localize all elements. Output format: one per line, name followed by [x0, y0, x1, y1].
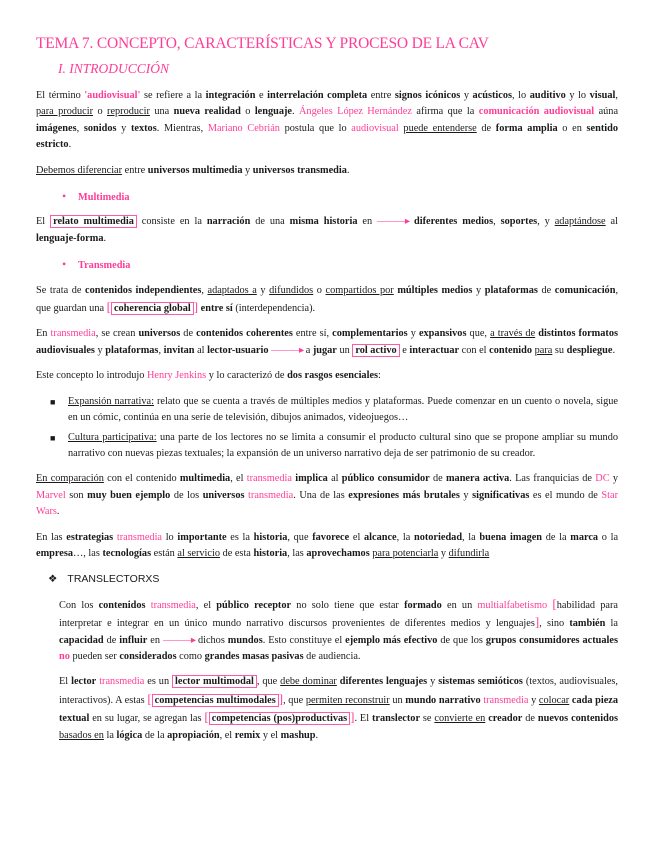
- text: empresa: [36, 547, 73, 559]
- text: postula que lo: [279, 122, 352, 134]
- text: . Una de las: [293, 489, 349, 501]
- text: e: [255, 90, 268, 101]
- text: Ángeles López Hernández: [299, 106, 412, 118]
- bracket: [: [552, 595, 557, 611]
- text: al: [605, 216, 618, 228]
- text: , el: [195, 599, 217, 611]
- boxed-text: lector multimodal: [172, 675, 257, 688]
- text: imágenes: [36, 122, 77, 134]
- text: comunicación: [554, 284, 616, 296]
- diamond-bullet-icon: ❖: [48, 573, 58, 586]
- text: .: [56, 506, 60, 518]
- text: plataformas: [484, 284, 538, 296]
- text: jugar: [312, 344, 337, 356]
- text: …, las: [72, 547, 103, 559]
- text: de una: [250, 216, 290, 228]
- text: signos icónicos: [394, 90, 461, 101]
- bracket: ]: [278, 690, 284, 706]
- text: permiten reconstruir: [305, 694, 390, 706]
- text: muy buen ejemplo: [87, 489, 171, 501]
- text: de: [522, 713, 538, 725]
- text: no solo tiene que estar: [291, 599, 405, 611]
- text: transmedia: [50, 328, 96, 340]
- text: Se trata de: [36, 284, 86, 296]
- text: , la: [396, 531, 414, 543]
- text: universos: [138, 328, 181, 340]
- text: diferentes medios: [414, 216, 494, 228]
- text: entre sí,: [292, 328, 333, 340]
- text: soportes: [500, 216, 538, 228]
- text: son: [65, 489, 88, 501]
- text: El término: [36, 90, 85, 101]
- bracket: [: [106, 299, 111, 315]
- text: al: [194, 344, 208, 356]
- subheading-translectorxs: [48, 571, 618, 587]
- text: expresiones más brutales: [348, 489, 460, 501]
- text: de: [180, 328, 197, 340]
- text: basados en: [59, 729, 104, 741]
- text: forma amplia: [495, 122, 558, 134]
- text: o en: [557, 122, 587, 134]
- text: influir: [119, 634, 148, 646]
- text: , se crean: [95, 328, 139, 340]
- text: En: [36, 328, 51, 340]
- text: la: [605, 618, 618, 630]
- text: pueden ser: [69, 650, 120, 662]
- text: en: [357, 216, 378, 228]
- text: es un: [144, 676, 173, 688]
- text: o: [313, 284, 326, 296]
- text: , sino: [539, 618, 570, 630]
- text: de audiencia.: [303, 650, 361, 662]
- text: transmedia: [99, 676, 145, 688]
- text: diferentes lenguajes: [339, 676, 428, 688]
- text: no: [59, 650, 70, 662]
- text: y: [609, 473, 618, 485]
- text: 'audiovisual': [84, 90, 141, 101]
- boxed-text: rol activo: [352, 344, 399, 357]
- text: misma historia: [289, 216, 358, 228]
- text: transmedia: [116, 531, 163, 543]
- text: considerados: [119, 650, 177, 662]
- boxed-text: coherencia global: [111, 302, 194, 315]
- paragraph-3: [36, 214, 618, 247]
- paragraph-7: [36, 471, 618, 520]
- text: nueva realidad: [173, 106, 241, 118]
- text: y: [242, 164, 253, 176]
- text: historia: [253, 547, 288, 559]
- paragraph-4: [36, 283, 618, 318]
- text: con el contenido: [103, 473, 180, 485]
- text: en su lugar, se agregan las: [89, 713, 205, 725]
- text: , lo: [512, 90, 530, 101]
- text: y: [459, 489, 473, 501]
- text: (interdependencia).: [232, 303, 316, 315]
- text: para producir: [36, 106, 94, 118]
- text: ejemplo más efectivo: [345, 634, 438, 646]
- text: de: [537, 284, 555, 296]
- text: Debemos diferenciar: [36, 164, 123, 176]
- bullet-transmedia: [62, 256, 618, 274]
- text: y: [407, 328, 419, 340]
- text: .: [612, 344, 616, 356]
- text: .: [315, 729, 319, 741]
- text: invitan: [163, 344, 195, 356]
- text: o: [93, 106, 108, 118]
- subheading-label: TRANSLECTORXS: [67, 573, 160, 586]
- text: , y: [537, 216, 555, 228]
- text: historia: [253, 531, 288, 543]
- text: importante: [177, 531, 227, 543]
- text: se: [420, 713, 435, 725]
- paragraph-6: [36, 368, 618, 384]
- text: . Las franquicias de: [509, 473, 596, 485]
- text: consiste en la: [136, 216, 207, 228]
- text: entre: [367, 90, 395, 101]
- boxed-text: relato multimedia: [50, 215, 137, 228]
- text: transmedia: [150, 599, 196, 611]
- arrow-icon: ———▸: [377, 216, 410, 228]
- text: , que: [283, 694, 306, 706]
- text: El: [59, 676, 72, 688]
- text: entre: [122, 164, 148, 176]
- arrow-icon: ———▸: [162, 634, 195, 646]
- text: e: [399, 344, 410, 356]
- text: , que guardan una: [36, 284, 619, 315]
- text: a: [303, 344, 313, 356]
- text: de los: [170, 489, 203, 501]
- text: en: [147, 634, 163, 646]
- text: aprovechamos: [306, 547, 370, 559]
- text: una parte de los lectores no se limita a consumir el producto cultural sino que se propone ampliar su mundo narrativo con nuevas piezas textuales; la expansión de un universo narrativo deja de ser patrimonio de su creador.: [68, 431, 618, 459]
- text: , la: [462, 531, 480, 543]
- text: sentido estricto: [36, 122, 618, 151]
- text: para: [534, 344, 553, 356]
- square-bullet-icon: ■: [50, 396, 56, 407]
- bullet-label: Multimedia: [78, 192, 130, 204]
- text: manera activa: [445, 473, 510, 485]
- bracket: ]: [534, 614, 540, 630]
- text: lógica: [116, 729, 143, 741]
- text: están: [151, 547, 178, 559]
- text: difundidos: [269, 284, 314, 296]
- text: mashup: [280, 729, 316, 741]
- text: entre sí: [200, 303, 233, 315]
- arrow-icon: ———▸: [271, 344, 304, 356]
- text: notoriedad: [413, 531, 463, 543]
- text: debe dominar: [280, 676, 337, 688]
- text: cada pieza textual: [59, 694, 619, 725]
- text: interrelación completa: [267, 90, 368, 101]
- text: implica: [295, 473, 328, 485]
- text: tecnologías: [102, 547, 152, 559]
- text: y: [427, 676, 439, 688]
- paragraph-9: [59, 596, 618, 666]
- text: textos: [130, 122, 157, 134]
- text: y: [94, 344, 106, 356]
- text: público receptor: [216, 599, 292, 611]
- bullet-dot-icon: •: [62, 189, 67, 204]
- text: múltiples medios: [397, 284, 473, 296]
- text: compartidos por: [325, 284, 394, 296]
- text: es la: [226, 531, 254, 543]
- text: contenidos coherentes: [196, 328, 293, 340]
- text: capacidad: [59, 634, 104, 646]
- text: lector-usuario: [207, 344, 269, 356]
- text: ,: [493, 216, 501, 228]
- text: convierte en: [434, 713, 486, 725]
- text: audiovisual: [351, 122, 399, 134]
- list-item: [50, 394, 618, 427]
- paragraph-5: [36, 326, 618, 359]
- text: comunicación audiovisual: [478, 106, 595, 118]
- text: público consumidor: [341, 473, 430, 485]
- text: a través de: [490, 328, 536, 340]
- text: transmedia: [248, 489, 294, 501]
- bullet-label: Transmedia: [78, 260, 131, 272]
- text: Henry Jenkins: [146, 370, 207, 382]
- text: .: [292, 106, 299, 118]
- paragraph-8: [36, 530, 618, 563]
- square-bullet-icon: ■: [50, 432, 56, 443]
- text: ,: [615, 90, 618, 101]
- text: auditivo: [529, 90, 566, 101]
- text: formado: [404, 599, 442, 611]
- text: grupos consumidores actuales: [485, 634, 618, 646]
- text: despliegue: [566, 344, 613, 356]
- text: grandes masas pasivas: [204, 650, 304, 662]
- text: (textos, audiovisuales, interactivos). A estas: [59, 676, 619, 706]
- text: su: [552, 344, 567, 356]
- text: la: [103, 729, 117, 741]
- text: . El: [354, 713, 372, 725]
- text: marca: [570, 531, 599, 543]
- text: En comparación: [36, 473, 104, 485]
- bracket: [: [204, 709, 209, 725]
- text: complementarios: [332, 328, 408, 340]
- text: contenidos independientes: [85, 284, 202, 296]
- text: de esta: [220, 547, 254, 559]
- text: Mariano Cebrián: [207, 122, 280, 134]
- text: Cultura participativa:: [68, 431, 157, 443]
- text: mundo narrativo: [405, 694, 481, 706]
- text: Marvel: [36, 489, 66, 501]
- text: y: [256, 284, 270, 296]
- text: . Esto constituye el: [262, 634, 346, 646]
- bracket: [: [147, 690, 152, 706]
- text: significativas: [472, 489, 530, 501]
- text: se refiere a la: [140, 90, 206, 101]
- text: integración: [205, 90, 256, 101]
- text: y: [460, 90, 473, 101]
- text: apropiación: [167, 729, 220, 741]
- text: como: [176, 650, 205, 662]
- text: ,: [201, 284, 208, 296]
- text: de que los: [437, 634, 486, 646]
- text: interactuar: [409, 344, 460, 356]
- text: estrategias: [66, 531, 114, 543]
- text: relato que se cuenta a través de múltiples medios y plataformas. Puede comenzar en un cuento o novela, sigue en un cómic, continúa en una serie de televisión, dibujos animados, videojuegos…: [68, 395, 618, 424]
- text: nuevos contenidos: [537, 713, 618, 725]
- bracket: ]: [193, 299, 199, 315]
- text: Con los: [59, 599, 99, 611]
- text: DC: [595, 473, 610, 485]
- text: buena imagen: [479, 531, 543, 543]
- text: . Mientras,: [156, 122, 208, 134]
- text: Este concepto lo introdujo: [36, 370, 147, 382]
- text: acústicos: [472, 90, 512, 101]
- text: también: [569, 618, 606, 630]
- text: visual: [589, 90, 616, 101]
- text: , que: [256, 676, 281, 688]
- text: y: [472, 284, 485, 296]
- text: , que: [287, 531, 313, 543]
- text: puede entenderse: [403, 122, 477, 134]
- text: creador: [488, 713, 523, 725]
- text: El: [36, 216, 51, 228]
- text: lenguaje-forma: [36, 232, 104, 244]
- text: aúna: [594, 106, 619, 118]
- text: Expansión narrativa:: [68, 395, 154, 407]
- text: remix: [234, 729, 261, 741]
- text: universos transmedia: [252, 164, 347, 176]
- list-item: [50, 430, 618, 463]
- text: expansivos: [418, 328, 467, 340]
- text: .: [68, 139, 72, 151]
- text: distintos formatos audiovisuales: [36, 328, 618, 356]
- text: dichos: [195, 634, 228, 646]
- boxed-text: competencias (pos)productivas: [209, 712, 350, 725]
- text: transmedia: [483, 694, 529, 706]
- text: el: [349, 531, 364, 543]
- text: contenido: [489, 344, 533, 356]
- text: Star Wars: [36, 489, 619, 518]
- text: adaptados a: [207, 284, 257, 296]
- text: narración: [206, 216, 251, 228]
- text: de la: [542, 531, 571, 543]
- text: En las: [36, 531, 67, 543]
- text: .: [103, 232, 107, 244]
- text: y lo caracterizó de: [206, 370, 288, 382]
- text: al servicio: [177, 547, 220, 559]
- text: al: [327, 473, 342, 485]
- text: reproducir: [107, 106, 150, 118]
- text: con el: [459, 344, 490, 356]
- text: para potenciarla: [372, 547, 439, 559]
- text: multialfabetismo: [477, 599, 548, 611]
- text: o la: [598, 531, 619, 543]
- text: , el: [230, 473, 247, 485]
- text: un: [389, 694, 406, 706]
- text: difundirla: [448, 547, 490, 559]
- paragraph-2: [36, 163, 618, 179]
- text: que,: [466, 328, 491, 340]
- text: y el: [260, 729, 281, 741]
- text: afirma que la: [411, 106, 479, 118]
- bullet-multimedia: [62, 188, 618, 206]
- text: de la: [142, 729, 168, 741]
- document-page: [36, 34, 618, 753]
- bracket: ]: [350, 709, 355, 725]
- section-heading: I. INTRODUCCIÓN: [58, 61, 170, 76]
- text: transmedia: [246, 473, 292, 485]
- text: y: [528, 694, 539, 706]
- text: alcance: [364, 531, 397, 543]
- text: y: [438, 547, 449, 559]
- text: .: [346, 164, 350, 176]
- text: lo: [162, 531, 178, 543]
- text: lenguaje: [254, 106, 292, 118]
- text: :: [378, 370, 381, 382]
- paragraph-10: [59, 674, 618, 744]
- text: universos multimedia: [147, 164, 243, 176]
- text: mundos: [227, 634, 263, 646]
- text: translector: [371, 713, 421, 725]
- text: ,: [76, 122, 84, 134]
- text: , el: [219, 729, 235, 741]
- text: lector: [71, 676, 97, 688]
- text: adaptándose: [554, 216, 606, 228]
- text: dos rasgos esenciales: [287, 370, 379, 382]
- text: de: [476, 122, 496, 134]
- bullet-dot-icon: •: [62, 257, 67, 272]
- text: o: [240, 106, 255, 118]
- text: colocar: [538, 694, 570, 706]
- text: habilidad para interpretar e integrar en un único mundo narrativo discursos provenientes de diferentes medios y lenguajes: [59, 599, 618, 630]
- list-item-text: [68, 394, 618, 427]
- text: de: [103, 634, 120, 646]
- paragraph-1: [36, 88, 618, 154]
- text: y: [116, 122, 131, 134]
- text: es el mundo de: [529, 489, 602, 501]
- text: plataformas: [105, 344, 159, 356]
- page-title: TEMA 7. CONCEPTO, CARACTERÍSTICAS Y PROCESO DE LA CAV: [36, 35, 489, 52]
- text: una: [149, 106, 174, 118]
- text: sistemas semióticos: [438, 676, 523, 688]
- text: en un: [441, 599, 478, 611]
- text: contenidos: [98, 599, 146, 611]
- text: multimedia: [179, 473, 231, 485]
- text: universos: [202, 489, 245, 501]
- text: un: [336, 344, 353, 356]
- text: de: [429, 473, 446, 485]
- text: favorece: [312, 531, 350, 543]
- text: , las: [287, 547, 307, 559]
- boxed-text: competencias multimodales: [152, 694, 279, 707]
- text: ,: [158, 344, 164, 356]
- list-item-text: [68, 430, 618, 463]
- text: y lo: [565, 90, 590, 101]
- text: sonidos: [83, 122, 117, 134]
